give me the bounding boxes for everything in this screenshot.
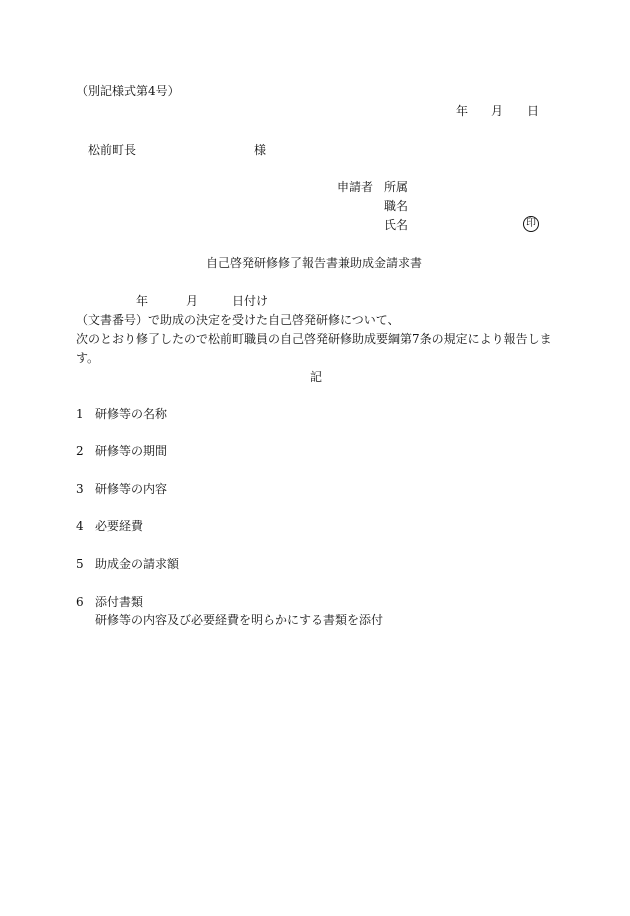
item-label: 必要経費 xyxy=(95,519,144,533)
item-label: 研修等の内容 xyxy=(95,482,168,496)
position-label: 職名 xyxy=(384,199,409,213)
name-label: 氏名 xyxy=(384,218,409,232)
item-number: 6 xyxy=(76,595,84,609)
item-number: 3 xyxy=(76,482,84,496)
item-number: 2 xyxy=(76,444,84,458)
body-first-line xyxy=(76,292,556,330)
list-item xyxy=(76,595,143,609)
body-first-line-rest: （文書番号）で助成の決定を受けた自己啓発研修について、 xyxy=(76,313,400,327)
item-number: 1 xyxy=(76,407,84,421)
body-continuation: 次のとおり修了したので松前町職員の自己啓発研修助成要綱第7条の規定により報告します。 xyxy=(76,332,552,365)
addressee-honorific: 様 xyxy=(254,143,267,157)
date-day-label: 日 xyxy=(527,104,540,118)
date-year-label: 年 xyxy=(456,104,469,118)
list-item xyxy=(76,519,143,533)
list-item xyxy=(76,482,167,496)
document-title: 自己啓発研修修了報告書兼助成金請求書 xyxy=(206,256,423,270)
body-day-label: 日付け xyxy=(232,294,269,308)
list-item xyxy=(76,557,179,571)
item-number: 4 xyxy=(76,519,84,533)
date-month-label: 月 xyxy=(491,104,504,118)
item-label: 研修等の期間 xyxy=(95,444,168,458)
addressee-name: 松前町長 xyxy=(88,143,137,157)
affiliation-label: 所属 xyxy=(384,180,409,194)
item-label: 研修等の名称 xyxy=(95,407,168,421)
list-item xyxy=(76,407,167,421)
ki-marker: 記 xyxy=(310,370,323,384)
applicant-label: 申請者 xyxy=(337,180,374,194)
item-label: 助成金の請求額 xyxy=(95,557,180,571)
attachment-detail: 研修等の内容及び必要経費を明らかにする書類を添付 xyxy=(95,613,384,627)
body-month-label: 月 xyxy=(186,294,199,308)
list-item xyxy=(76,444,167,458)
body-year-label: 年 xyxy=(136,294,149,308)
seal-mark: 印 xyxy=(523,216,539,232)
item-number: 5 xyxy=(76,557,84,571)
item-label: 添付書類 xyxy=(95,595,144,609)
body-paragraph xyxy=(76,292,556,368)
form-number: （別記様式第4号） xyxy=(76,84,180,98)
